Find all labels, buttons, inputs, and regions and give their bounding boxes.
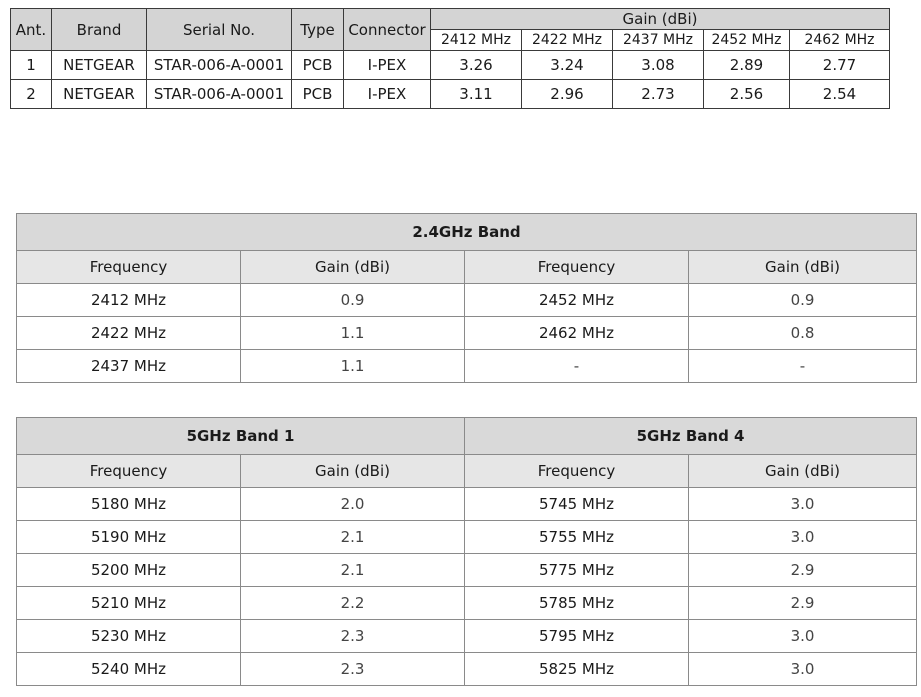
band-5ghz-4-title: 5GHz Band 4	[465, 418, 917, 455]
frequency-cell: 5795 MHz	[465, 620, 689, 653]
header-freq: 2452 MHz	[704, 30, 790, 51]
header-freq: 2422 MHz	[522, 30, 613, 51]
gain-cell: 2.3	[241, 620, 465, 653]
gain-cell: -	[689, 350, 917, 383]
table-row	[17, 521, 917, 554]
frequency-cell: 5755 MHz	[465, 521, 689, 554]
table-row	[17, 488, 917, 521]
serial-cell: STAR-006-A-0001	[147, 51, 292, 80]
frequency-cell: -	[465, 350, 689, 383]
header-frequency: Frequency	[17, 251, 241, 284]
gain-cell: 3.24	[522, 51, 613, 80]
type-cell: PCB	[292, 51, 344, 80]
serial-cell: STAR-006-A-0001	[147, 80, 292, 109]
gain-cell: 0.8	[689, 317, 917, 350]
band-5ghz-1-title: 5GHz Band 1	[17, 418, 465, 455]
gain-cell: 1.1	[241, 350, 465, 383]
header-freq: 2437 MHz	[613, 30, 704, 51]
frequency-cell: 2452 MHz	[465, 284, 689, 317]
gain-cell: 3.08	[613, 51, 704, 80]
table-row	[17, 587, 917, 620]
table-row	[17, 317, 917, 350]
gain-cell: 3.0	[689, 653, 917, 686]
gain-cell: 2.73	[613, 80, 704, 109]
frequency-cell: 5825 MHz	[465, 653, 689, 686]
gain-cell: 2.77	[790, 51, 890, 80]
gain-cell: 3.0	[689, 521, 917, 554]
gain-cell: 0.9	[241, 284, 465, 317]
header-freq: 2412 MHz	[431, 30, 522, 51]
header-type: Type	[292, 9, 344, 51]
connector-cell: I-PEX	[344, 51, 431, 80]
header-gain: Gain (dBi)	[689, 455, 917, 488]
gain-cell: 2.3	[241, 653, 465, 686]
connector-cell: I-PEX	[344, 80, 431, 109]
header-gain: Gain (dBi)	[431, 9, 890, 30]
frequency-cell: 5180 MHz	[17, 488, 241, 521]
header-gain: Gain (dBi)	[689, 251, 917, 284]
brand-cell: NETGEAR	[52, 51, 147, 80]
table-row	[17, 350, 917, 383]
header-frequency: Frequency	[465, 251, 689, 284]
gain-cell: 3.0	[689, 488, 917, 521]
frequency-cell: 5240 MHz	[17, 653, 241, 686]
header-frequency: Frequency	[17, 455, 241, 488]
frequency-cell: 2462 MHz	[465, 317, 689, 350]
gain-cell: 2.0	[241, 488, 465, 521]
gain-cell: 2.56	[704, 80, 790, 109]
header-gain: Gain (dBi)	[241, 455, 465, 488]
gain-cell: 2.9	[689, 587, 917, 620]
gain-cell: 1.1	[241, 317, 465, 350]
gain-cell: 3.11	[431, 80, 522, 109]
table-row	[17, 284, 917, 317]
frequency-cell: 2437 MHz	[17, 350, 241, 383]
header-brand: Brand	[52, 9, 147, 51]
gain-cell: 0.9	[689, 284, 917, 317]
gain-cell: 2.9	[689, 554, 917, 587]
band-5ghz-table	[16, 417, 917, 686]
frequency-cell: 5785 MHz	[465, 587, 689, 620]
ant-cell: 2	[11, 80, 52, 109]
table-row	[11, 80, 890, 109]
gain-cell: 2.54	[790, 80, 890, 109]
gain-cell: 3.0	[689, 620, 917, 653]
frequency-cell: 5775 MHz	[465, 554, 689, 587]
header-serial: Serial No.	[147, 9, 292, 51]
brand-cell: NETGEAR	[52, 80, 147, 109]
header-frequency: Frequency	[465, 455, 689, 488]
header-connector: Connector	[344, 9, 431, 51]
table-row	[11, 51, 890, 80]
table-row	[17, 620, 917, 653]
gain-cell: 2.1	[241, 521, 465, 554]
table-row	[17, 653, 917, 686]
gain-cell: 2.2	[241, 587, 465, 620]
frequency-cell: 2412 MHz	[17, 284, 241, 317]
gain-cell: 2.96	[522, 80, 613, 109]
type-cell: PCB	[292, 80, 344, 109]
antenna-spec-table	[10, 8, 890, 109]
frequency-cell: 2422 MHz	[17, 317, 241, 350]
frequency-cell: 5210 MHz	[17, 587, 241, 620]
table-row	[17, 554, 917, 587]
header-gain: Gain (dBi)	[241, 251, 465, 284]
header-ant: Ant.	[11, 9, 52, 51]
gain-cell: 2.89	[704, 51, 790, 80]
frequency-cell: 5745 MHz	[465, 488, 689, 521]
gain-cell: 2.1	[241, 554, 465, 587]
header-freq: 2462 MHz	[790, 30, 890, 51]
gain-cell: 3.26	[431, 51, 522, 80]
frequency-cell: 5190 MHz	[17, 521, 241, 554]
band-24ghz-title: 2.4GHz Band	[17, 214, 917, 251]
frequency-cell: 5230 MHz	[17, 620, 241, 653]
frequency-cell: 5200 MHz	[17, 554, 241, 587]
band-24ghz-table	[16, 213, 917, 383]
ant-cell: 1	[11, 51, 52, 80]
